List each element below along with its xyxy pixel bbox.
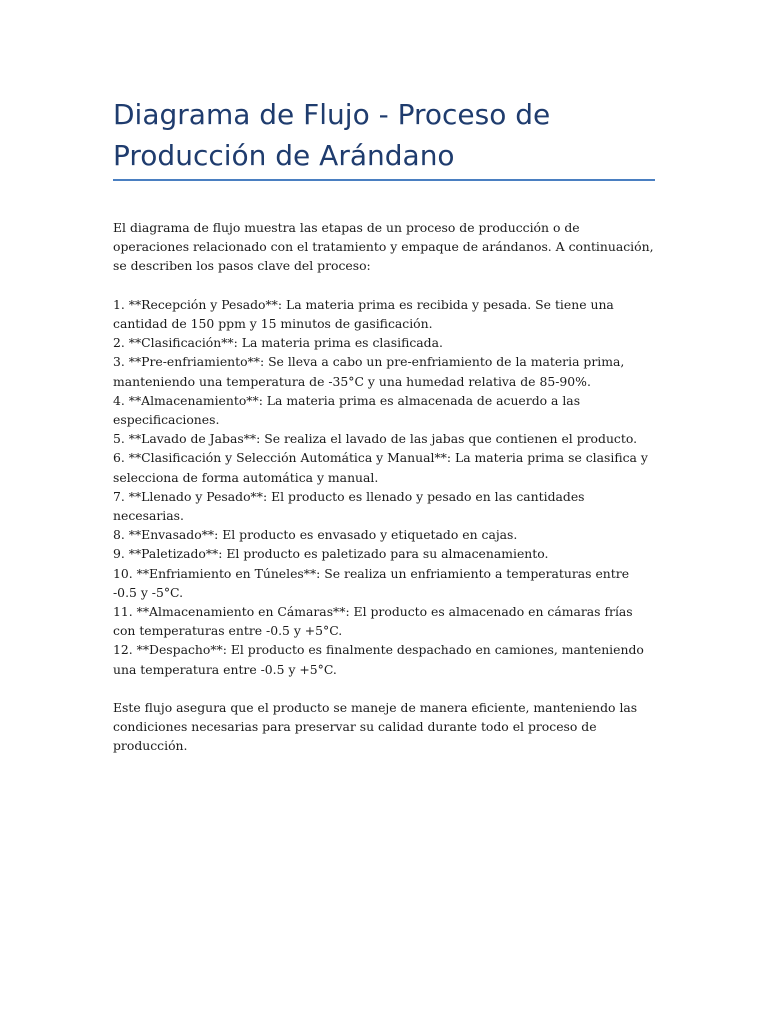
conclusion-paragraph: Este flujo asegura que el producto se maneje de manera eficiente, manteniendo las condiciones necesarias para preservar su calidad durante todo el proceso de producción.	[113, 700, 638, 754]
process-step: 2. **Clasificación**: La materia prima es clasificada.	[113, 335, 443, 351]
process-step: 5. **Lavado de Jabas**: Se realiza el lavado de las jabas que contienen el producto.	[113, 431, 638, 447]
document-body	[113, 218, 655, 756]
document-title: Diagrama de Flujo - Proceso de Producción de Arándano	[113, 98, 551, 172]
process-step: 12. **Despacho**: El producto es finalmente despachado en camiones, manteniendo una temperatura entre -0.5 y +5°C.	[113, 642, 644, 677]
process-step: 3. **Pre-enfriamiento**: Se lleva a cabo un pre-enfriamiento de la materia prima, manteniendo una temperatura de -35°C y una humedad relativa de 85-90%.	[113, 354, 625, 389]
process-step: 11. **Almacenamiento en Cámaras**: El producto es almacenado en cámaras frías con temperaturas entre -0.5 y +5°C.	[113, 604, 633, 639]
process-step: 4. **Almacenamiento**: La materia prima es almacenada de acuerdo a las especificaciones.	[113, 392, 581, 428]
process-step: 8. **Envasado**: El producto es envasado y etiquetado en cajas.	[113, 527, 518, 543]
process-step: 1. **Recepción y Pesado**: La materia prima es recibida y pesada. Se tiene una cantidad de 150 ppm y 15 minutos de gasificación.	[113, 296, 614, 331]
process-step: 9. **Paletizado**: El producto es paletizado para su almacenamiento.	[113, 546, 549, 562]
title-underline	[113, 179, 655, 181]
process-steps-list	[113, 295, 655, 679]
process-step: 10. **Enfriamiento en Túneles**: Se realiza un enfriamiento a temperaturas entre -0.5 y -5°C.	[113, 565, 630, 600]
intro-paragraph: El diagrama de flujo muestra las etapas de un proceso de producción o de operaciones relacionado con el tratamiento y empaque de arándanos. A continuación, se describen los pasos clave del proceso:	[113, 220, 654, 274]
process-step: 6. **Clasificación y Selección Automática y Manual**: La materia prima se clasifica y selecciona de forma automática y manual.	[113, 450, 648, 485]
process-step: 7. **Llenado y Pesado**: El producto es llenado y pesado en las cantidades necesarias.	[113, 488, 585, 524]
